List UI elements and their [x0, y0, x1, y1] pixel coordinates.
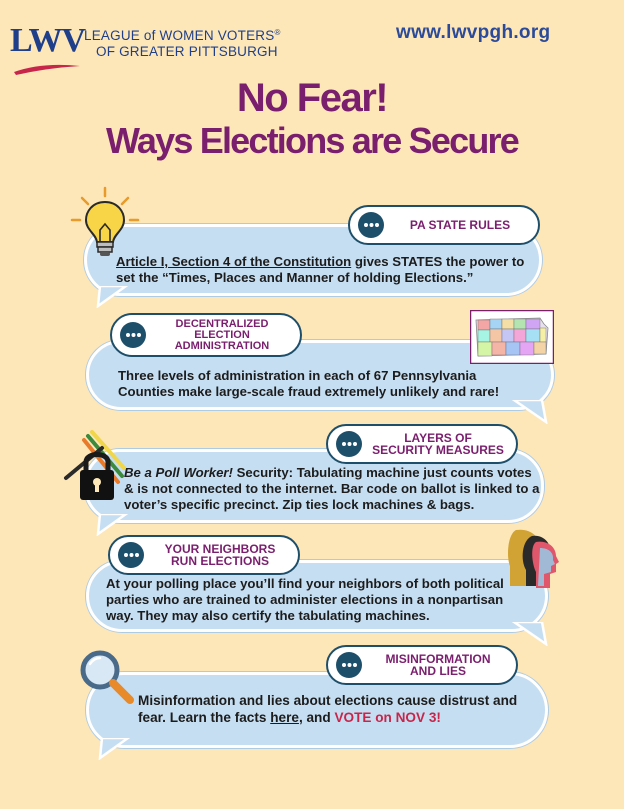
page-title: No Fear! [236, 76, 388, 120]
lwv-logo[interactable] [10, 22, 310, 74]
section-body: Misinformation and lies about elections cause distrust and fear. Learn the facts here, and VOTE on NOV 3! [138, 693, 518, 725]
logo-mark: LWV [10, 22, 86, 59]
magnifying-glass-icon [78, 648, 136, 706]
chat-bubble-icon [336, 652, 362, 678]
section-heading-pill [108, 535, 300, 575]
padlock-icon [62, 428, 132, 504]
chat-bubble-icon [358, 212, 384, 238]
section-body: Be a Poll Worker! Security: Tabulating machine just counts votes & is not connected to the internet. Bar code on ballot is linked to a voter’s specific precinct. Zip ties lock machines & bags. [124, 465, 540, 512]
chat-bubble-icon [118, 542, 144, 568]
section-heading-pill [326, 424, 518, 464]
chat-bubble-icon [120, 322, 146, 348]
section-heading: DECENTRALIZED ELECTION ADMINISTRATION [174, 317, 270, 352]
chat-bubble-icon [336, 431, 362, 457]
bubble-tail [98, 738, 138, 760]
section-heading: LAYERS OF SECURITY MEASURES [372, 431, 504, 457]
bubble-tail [96, 286, 136, 308]
page-subtitle: Ways Elections are Secure [106, 120, 518, 161]
section-heading-pill [110, 313, 302, 357]
bubble-tail [508, 400, 548, 424]
vote-callout: VOTE on NOV 3! [334, 710, 441, 725]
section-heading-pill [326, 645, 518, 685]
poll-worker-callout: Be a Poll Worker! [124, 465, 233, 480]
bubble-tail [508, 622, 548, 646]
section-heading: PA STATE RULES [409, 218, 511, 232]
people-profiles-icon [506, 526, 560, 594]
section-body: Article I, Section 4 of the Constitution gives STATES the power to set the “Times, Places and Manner of holding Elections.” [116, 254, 525, 285]
section-heading: MISINFORMATION AND LIES [385, 652, 491, 678]
website-link[interactable]: www.lwvpgh.org [396, 22, 551, 43]
section-heading-pill [348, 205, 540, 245]
logo-swoosh-icon [12, 60, 82, 76]
constitution-link[interactable]: Article I, Section 4 of the Constitution [116, 254, 352, 269]
logo-org-name: LEAGUE of WOMEN VOTERS® [84, 28, 281, 43]
section-body: Three levels of administration in each of 67 Pennsylvania Counties make large-scale fraud extremely unlikely and rare! [118, 368, 500, 399]
facts-link[interactable]: here [270, 710, 299, 725]
pennsylvania-map-icon [470, 310, 554, 364]
section-body: At your polling place you’ll find your neighbors of both political parties who are trained to administer elections in a nonpartisan way. They may also certify the tabulating machines. [106, 576, 504, 623]
logo-org-region: OF GREATER PITTSBURGH [96, 44, 278, 59]
lightbulb-icon [70, 186, 140, 262]
section-heading: YOUR NEIGHBORS RUN ELECTIONS [164, 542, 276, 568]
bubble-tail [96, 514, 136, 536]
